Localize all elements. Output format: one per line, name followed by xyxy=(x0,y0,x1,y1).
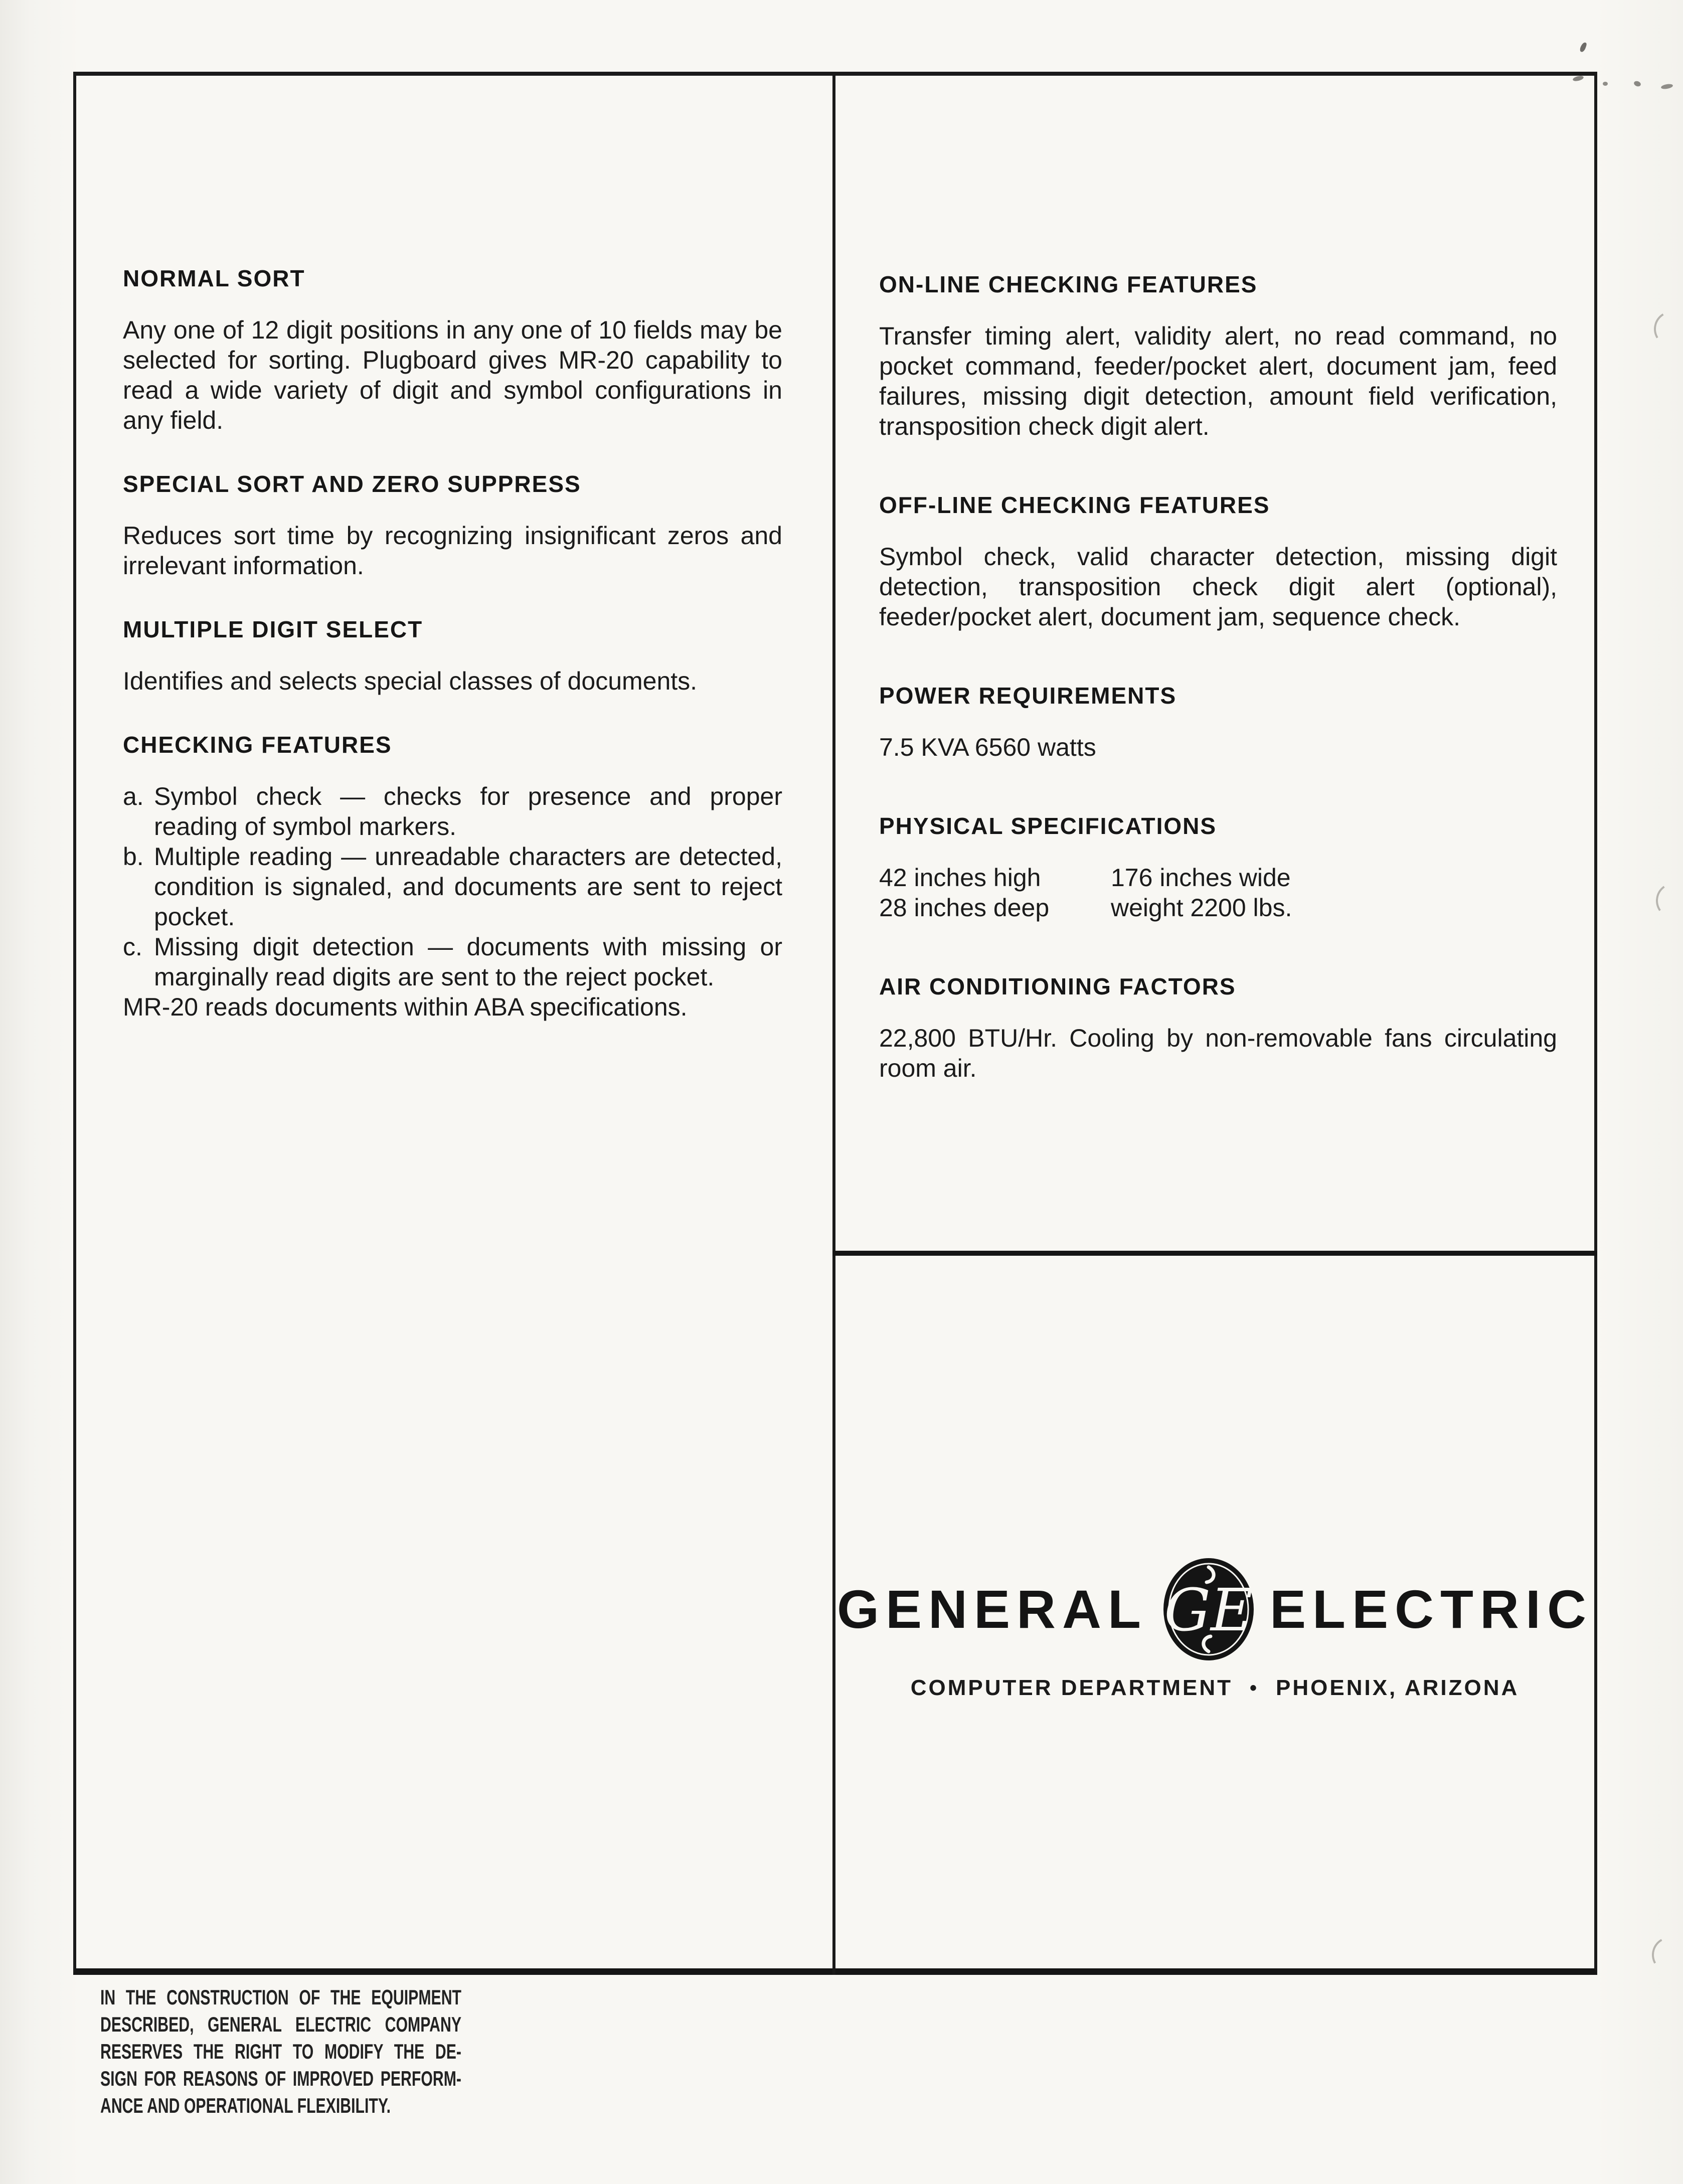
section-heading: OFF-LINE CHECKING FEATURES xyxy=(879,492,1270,518)
disclaimer-line: DESCRIBED, GENERAL ELECTRIC COMPANY xyxy=(100,2012,461,2036)
list-item-marker: a. xyxy=(123,782,144,810)
section-body: 7.5 KVA 6560 watts xyxy=(879,733,1096,761)
general-electric-logo xyxy=(832,1557,1597,1701)
bullet-separator: • xyxy=(1249,1676,1259,1699)
disclaimer-line: ANCE AND OPERATIONAL FLEXIBILITY. xyxy=(100,2094,391,2117)
aba-specifications-note: MR-20 reads documents within ABA specifications. xyxy=(123,993,688,1021)
disclaimer-line: RESERVES THE RIGHT TO MODIFY THE DE- xyxy=(100,2040,461,2063)
scan-speck xyxy=(1579,42,1587,53)
left-column xyxy=(123,265,782,1022)
scan-speck xyxy=(1660,83,1673,90)
logo-word-general: GENERAL xyxy=(836,1579,1148,1639)
list-item-text: Missing digit detection — documents with missing or marginally read digits are sent to the reject pocket. xyxy=(154,933,782,991)
list-item xyxy=(123,932,782,992)
section-body: Reduces sort time by recognizing insignificant zeros and irrelevant information. xyxy=(123,522,782,580)
design-modification-disclaimer xyxy=(100,1984,461,2119)
section-heading: AIR CONDITIONING FACTORS xyxy=(879,973,1236,999)
section-heading: POWER REQUIREMENTS xyxy=(879,683,1177,709)
logo-tagline xyxy=(832,1675,1597,1701)
list-item-text: Symbol check — checks for presence and proper reading of symbol markers. xyxy=(154,782,782,841)
section-power-requirements xyxy=(879,682,1557,762)
section-offline-checking xyxy=(879,491,1557,632)
logo-word-electric: ELECTRIC xyxy=(1270,1579,1593,1639)
section-heading: PHYSICAL SPECIFICATIONS xyxy=(879,813,1217,839)
section-multiple-digit-select xyxy=(123,616,782,696)
ge-monogram-icon xyxy=(1162,1557,1255,1661)
section-physical-specifications xyxy=(879,812,1557,923)
disclaimer-line: SIGN FOR REASONS OF IMPROVED PERFORM- xyxy=(100,2067,461,2090)
right-column xyxy=(879,271,1557,1083)
section-special-sort xyxy=(123,470,782,581)
section-heading: MULTIPLE DIGIT SELECT xyxy=(123,616,423,642)
spec-cell: 42 inches high xyxy=(879,864,1041,892)
list-item xyxy=(123,781,782,842)
logo-row xyxy=(832,1557,1597,1661)
section-checking-features xyxy=(123,731,782,1022)
disclaimer-line: IN THE CONSTRUCTION OF THE EQUIPMENT xyxy=(100,1985,461,2009)
scan-speck xyxy=(1633,80,1642,87)
tagline-department: COMPUTER DEPARTMENT xyxy=(910,1675,1233,1700)
section-heading: NORMAL SORT xyxy=(123,265,305,291)
page-curl-mark xyxy=(1653,880,1683,921)
list-item-text: Multiple reading — unreadable characters are detected, condition is signaled, and documents are sent to reject pocket. xyxy=(154,843,782,931)
page-curl-mark xyxy=(1650,307,1683,351)
section-air-conditioning xyxy=(879,973,1557,1083)
right-column-section-divider xyxy=(832,1251,1597,1256)
scan-speck xyxy=(1603,82,1608,86)
page-curl-mark xyxy=(1647,1932,1683,1977)
checking-features-list xyxy=(123,781,782,992)
section-body: Transfer timing alert, validity alert, no read command, no pocket command, feeder/pocket alert, document jam, feed failures, missing digit detection, amount field verification, transposition check digit alert. xyxy=(879,322,1557,440)
section-heading: SPECIAL SORT AND ZERO SUPPRESS xyxy=(123,471,581,497)
spec-cell: 28 inches deep xyxy=(879,894,1050,922)
section-body: 22,800 BTU/Hr. Cooling by non-removable fans circulating room air. xyxy=(879,1024,1557,1082)
list-item xyxy=(123,842,782,932)
tagline-location: PHOENIX, ARIZONA xyxy=(1276,1675,1520,1700)
list-item-marker: c. xyxy=(123,933,142,961)
section-body: Symbol check, valid character detection, missing digit detection, transposition check digit alert (optional), feeder/pocket alert, document jam, sequence check. xyxy=(879,543,1557,631)
section-body: Identifies and selects special classes of documents. xyxy=(123,667,698,695)
section-heading: CHECKING FEATURES xyxy=(123,732,392,758)
spec-cell: weight 2200 lbs. xyxy=(1111,894,1292,922)
section-heading: ON-LINE CHECKING FEATURES xyxy=(879,271,1258,297)
section-normal-sort xyxy=(123,265,782,435)
section-body: Any one of 12 digit positions in any one of 10 fields may be selected for sorting. Plugboard gives MR-20 capability to read a wide variety of digit and symbol configurations in any field. xyxy=(123,316,782,434)
list-item-marker: b. xyxy=(123,843,144,871)
spec-cell: 176 inches wide xyxy=(1111,864,1291,892)
physical-specs-table xyxy=(879,863,1557,923)
ge-monogram-letters: GE xyxy=(1164,1577,1253,1644)
section-online-checking xyxy=(879,271,1557,441)
